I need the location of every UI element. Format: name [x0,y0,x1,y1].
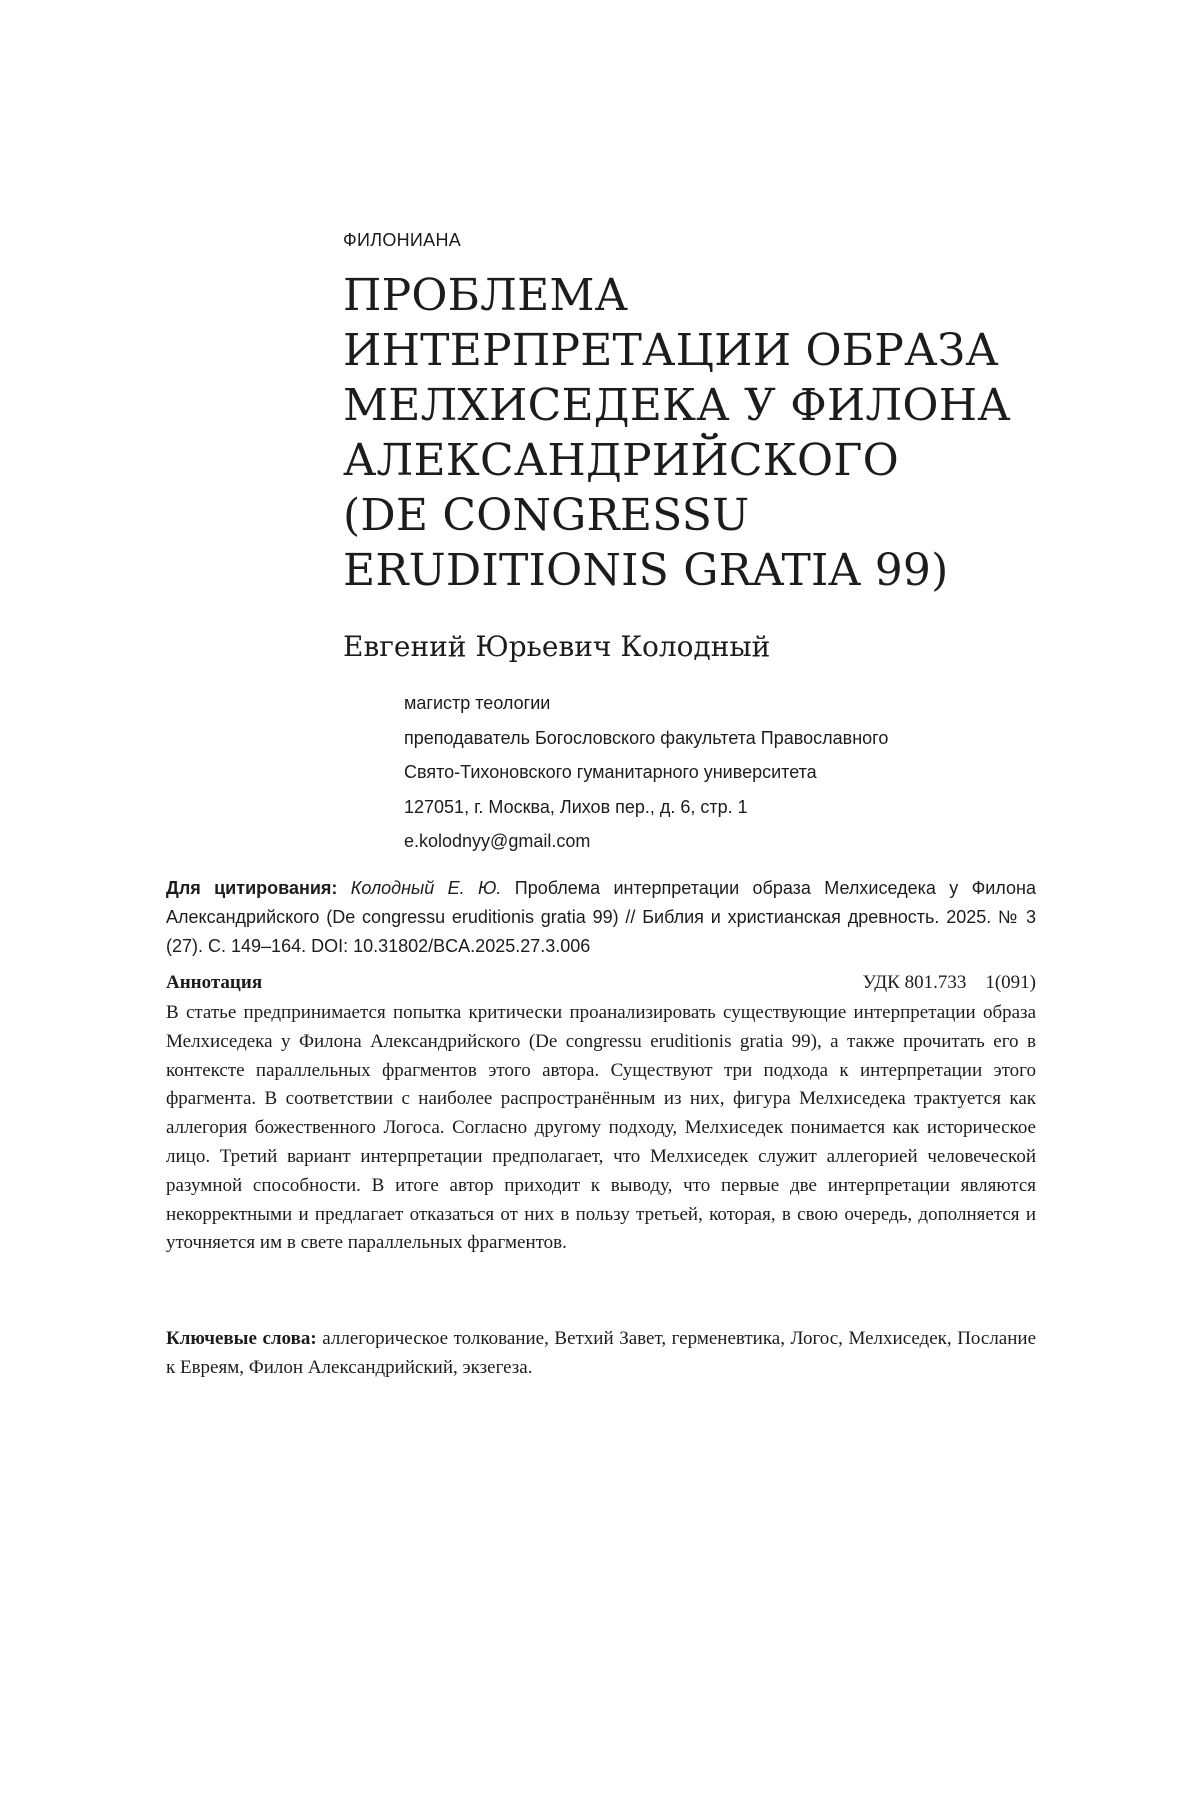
affiliation-address: 127051, г. Москва, Лихов пер., д. 6, стр. 1 [404,796,748,817]
udc-code: УДК 801.733 1(091) [862,972,1036,993]
abstract-header [166,972,1036,994]
citation-block [166,874,1036,961]
keywords-label: Ключевые слова: [166,1328,317,1349]
affiliation-degree: магистр теологии [404,693,551,713]
article-title [343,268,1063,598]
keywords-block [166,1324,1036,1382]
author-affiliation [404,686,888,859]
abstract-heading: Аннотация [166,972,263,993]
title-line: (DE CONGRESSU [343,490,750,541]
citation-author: Колодный Е. Ю. [350,878,502,898]
citation-label: Для цитирования: [166,878,338,898]
author-name: Евгений Юрьевич Колодный [343,630,771,663]
title-line: ИНТЕРПРЕТАЦИИ ОБРАЗА [343,325,999,376]
title-line: АЛЕКСАНДРИЙСКОГО [343,435,899,486]
keywords-text: аллегорическое толкование, Ветхий Завет, герменевтика, Логос, Мелхиседек, Послание к Евреям, Филон Александрийский, экзегеза. [166,1328,1037,1378]
section-label: ФИЛОНИАНА [343,230,462,250]
title-line: ПРОБЛЕМА [343,270,629,321]
affiliation-position: преподаватель Богословского факультета Православного [404,727,889,748]
abstract-text: В статье предпринимается попытка критически проанализировать существующие интерпретации образа Мелхиседека у Филона Александрийского (De congressu eruditionis gratia 99), а также прочитать его в контексте параллельных фрагментов этого автора. Существуют три подхода к интерпретации этого фрагмента. В соответствии с наиболее распространённым из них, фигура Мелхиседека трактуется как аллегория божественного Логоса. Согласно другому подходу, Мелхиседек понимается как историческое лицо. Третий вариант интерпретации предполагает, что Мелхиседек служит аллегорией человеческой разумной способности. В итоге автор приходит к выводу, что первые две интерпретации являются некорректными и предлагает отказаться от них в пользу третьей, которая, в свою очередь, дополняется и уточняется им в свете параллельных фрагментов. [166,1002,1036,1254]
author-email[interactable]: e.kolodnyy@gmail.com [404,831,591,851]
citation-text: Проблема интерпретации образа Мелхиседека у Филона Александрийского (De congressu eruditionis gratia 99) // Библия и христианская древность. 2025. № 3 (27). С. 149–164. DOI: 10.31802/BCA.2025.27.3.006 [166,878,1036,956]
affiliation-university: Свято-Тихоновского гуманитарного университета [404,762,817,782]
title-line: МЕЛХИСЕДЕКА У ФИЛОНА [343,380,1011,431]
title-line: ERUDITIONIS GRATIA 99) [343,545,949,596]
